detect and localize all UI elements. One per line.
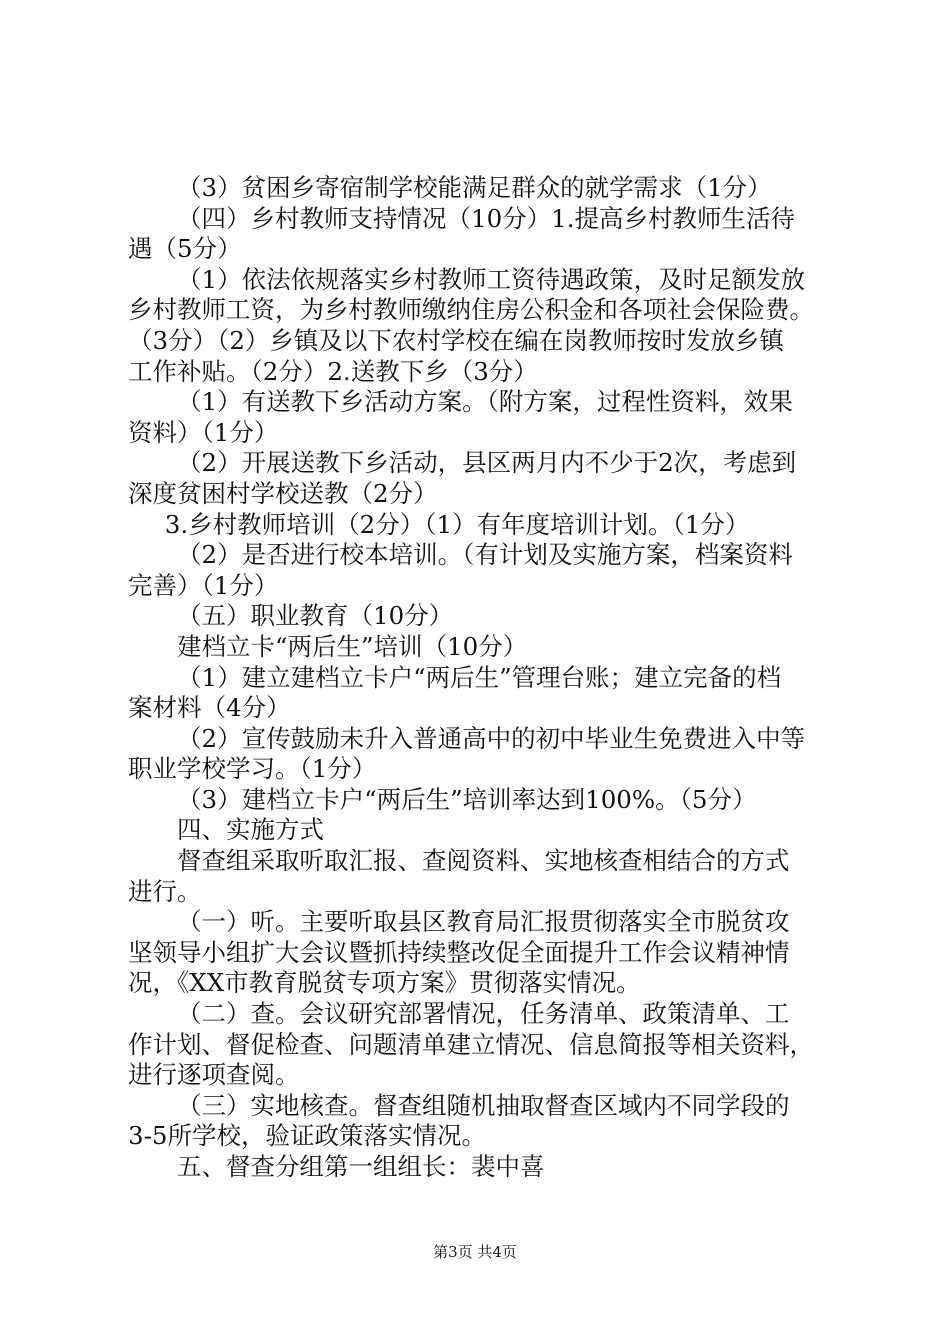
text-line: 进行。 <box>128 876 202 906</box>
text-line: 建档立卡“两后生”培训（10分） <box>177 631 528 661</box>
page-footer: 第3页 共4页 <box>433 1243 517 1261</box>
text-line: （三）实地核查。督查组随机抽取督查区域内不同学段的 <box>177 1090 790 1120</box>
text-line: （2）开展送教下乡活动，县区两月内不少于2次，考虑到 <box>177 448 797 478</box>
document-body <box>128 173 838 1183</box>
text-line: 3.乡村教师培训（2分）（1）有年度培训计划。（1分） <box>164 509 750 539</box>
text-line: （1）有送教下乡活动方案。（附方案，过程性资料，效果 <box>177 387 793 417</box>
text-line: （3分）（2）乡镇及以下农村学校在编在岗教师按时发放乡镇 <box>128 325 784 355</box>
text-line: 完善）（1分） <box>128 570 279 600</box>
text-line: 况，《XX市教育脱贫专项方案》贯彻落实情况。 <box>128 968 641 998</box>
text-line: 作计划、督促检查、问题清单建立情况、信息简报等相关资料， <box>128 1029 814 1059</box>
text-line: （1）依法依规落实乡村教师工资待遇政策，及时足额发放 <box>177 264 806 294</box>
text-line: 五、督查分组第一组组长：裴中喜 <box>177 1152 545 1181</box>
text-line: 资料）（1分） <box>128 417 279 447</box>
text-line: （3）贫困乡寄宿制学校能满足群众的就学需求（1分） <box>177 173 772 202</box>
text-line: 乡村教师工资，为乡村教师缴纳住房公积金和各项社会保险费。 <box>128 295 814 325</box>
text-line: 案材料（4分） <box>128 693 291 723</box>
text-line: 四、实施方式 <box>177 815 324 845</box>
text-line: （四）乡村教师支持情况（10分）1.提高乡村教师生活待 <box>177 203 796 233</box>
text-line: 进行逐项查阅。 <box>128 1060 300 1090</box>
text-line: （3）建档立卡户“两后生”培训率达到100%。（5分） <box>177 784 757 814</box>
text-line: 督查组采取听取汇报、查阅资料、实地核查相结合的方式 <box>177 846 790 876</box>
text-line: （一）听。主要听取县区教育局汇报贯彻落实全市脱贫攻 <box>177 907 790 937</box>
text-line: 深度贫困村学校送教（2分） <box>128 478 438 508</box>
text-line: （2）是否进行校本培训。（有计划及实施方案，档案资料 <box>177 540 793 570</box>
text-line: （五）职业教育（10分） <box>177 601 454 631</box>
text-line: 坚领导小组扩大会议暨抓持续整改促全面提升工作会议精神情 <box>128 937 790 967</box>
text-line: （1）建立建档立卡户“两后生”管理台账；建立完备的档 <box>177 662 782 692</box>
text-line: （二）查。会议研究部署情况，任务清单、政策清单、工 <box>177 999 790 1029</box>
text-line: 职业学校学习。（1分） <box>128 754 377 784</box>
text-line: 3-5所学校，验证政策落实情况。 <box>128 1121 486 1151</box>
text-line: 遇（5分） <box>128 234 242 264</box>
text-line: （2）宣传鼓励未升入普通高中的初中毕业生免费进入中等 <box>177 723 806 753</box>
text-line: 工作补贴。（2分）2.送教下乡（3分） <box>128 356 538 386</box>
